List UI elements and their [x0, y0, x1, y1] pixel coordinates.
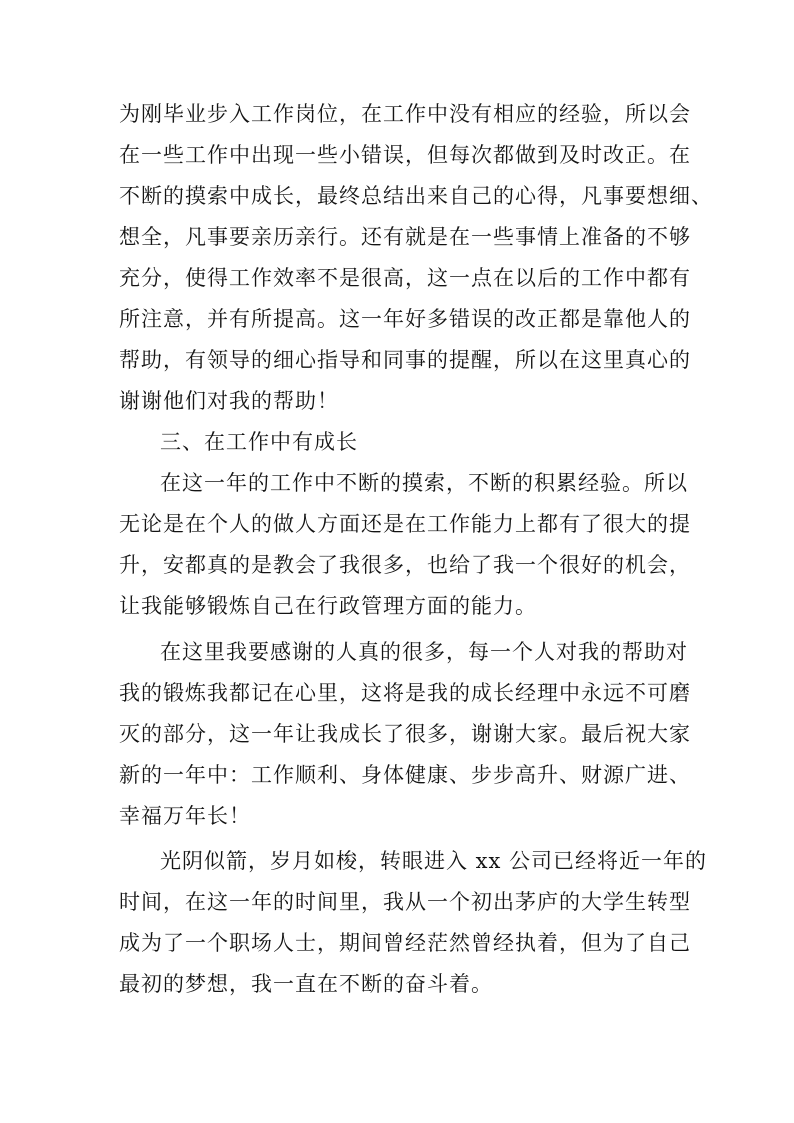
text-line: 无论是在个人的做人方面还是在工作能力上都有了很大的提 [119, 512, 691, 536]
paragraph-2 [119, 463, 689, 627]
text-line: 新的一年中：工作顺利、身体健康、步步高升、财源广进、 [119, 763, 691, 787]
paragraph-1 [119, 94, 713, 422]
text-line: 灭的部分，这一年让我成长了很多，谢谢大家。最后祝大家 [119, 722, 691, 746]
text-line: 为刚毕业步入工作岗位，在工作中没有相应的经验，所以会 [119, 102, 691, 126]
text-line: 想全，凡事要亲历亲行。还有就是在一些事情上准备的不够 [119, 225, 691, 249]
text-line: 幸福万年长！ [119, 804, 251, 828]
text-line: 光阴似箭，岁月如梭，转眼进入 xx 公司已经将近一年的 [160, 849, 708, 873]
paragraph-4 [119, 841, 708, 1005]
text-line: 在这一年的工作中不断的摸索，不断的积累经验。所以 [160, 471, 688, 495]
text-line: 成为了一个职场人士，期间曾经茫然曾经执着，但为了自己 [119, 931, 691, 955]
text-line: 充分，使得工作效率不是很高，这一点在以后的工作中都有 [119, 266, 691, 290]
text-line: 不断的摸索中成长，最终总结出来自己的心得，凡事要想细、 [119, 184, 713, 208]
text-line: 我的锻炼我都记在心里，这将是我的成长经理中永远不可磨 [119, 681, 691, 705]
section-heading [160, 422, 730, 463]
text-line: 时间，在这一年的时间里，我从一个初出茅庐的大学生转型 [119, 890, 691, 914]
text-line: 所注意，并有所提高。这一年好多错误的改正都是靠他人的 [119, 307, 691, 331]
text-line: 升，安都真的是教会了我很多，也给了我一个很好的机会， [119, 553, 691, 577]
text-line: 在这里我要感谢的人真的很多，每一个人对我的帮助对 [160, 640, 688, 664]
paragraph-3 [119, 632, 689, 837]
text-line: 最初的梦想，我一直在不断的奋斗着。 [119, 972, 493, 996]
text-line: 帮助，有领导的细心指导和同事的提醒，所以在这里真心的 [119, 348, 691, 372]
text-line: 在一些工作中出现一些小错误，但每次都做到及时改正。在 [119, 143, 691, 167]
text-line: 让我能够锻炼自己在行政管理方面的能力。 [119, 594, 537, 618]
heading-text: 三、在工作中有成长 [160, 430, 358, 454]
text-line: 谢谢他们对我的帮助！ [119, 389, 339, 413]
